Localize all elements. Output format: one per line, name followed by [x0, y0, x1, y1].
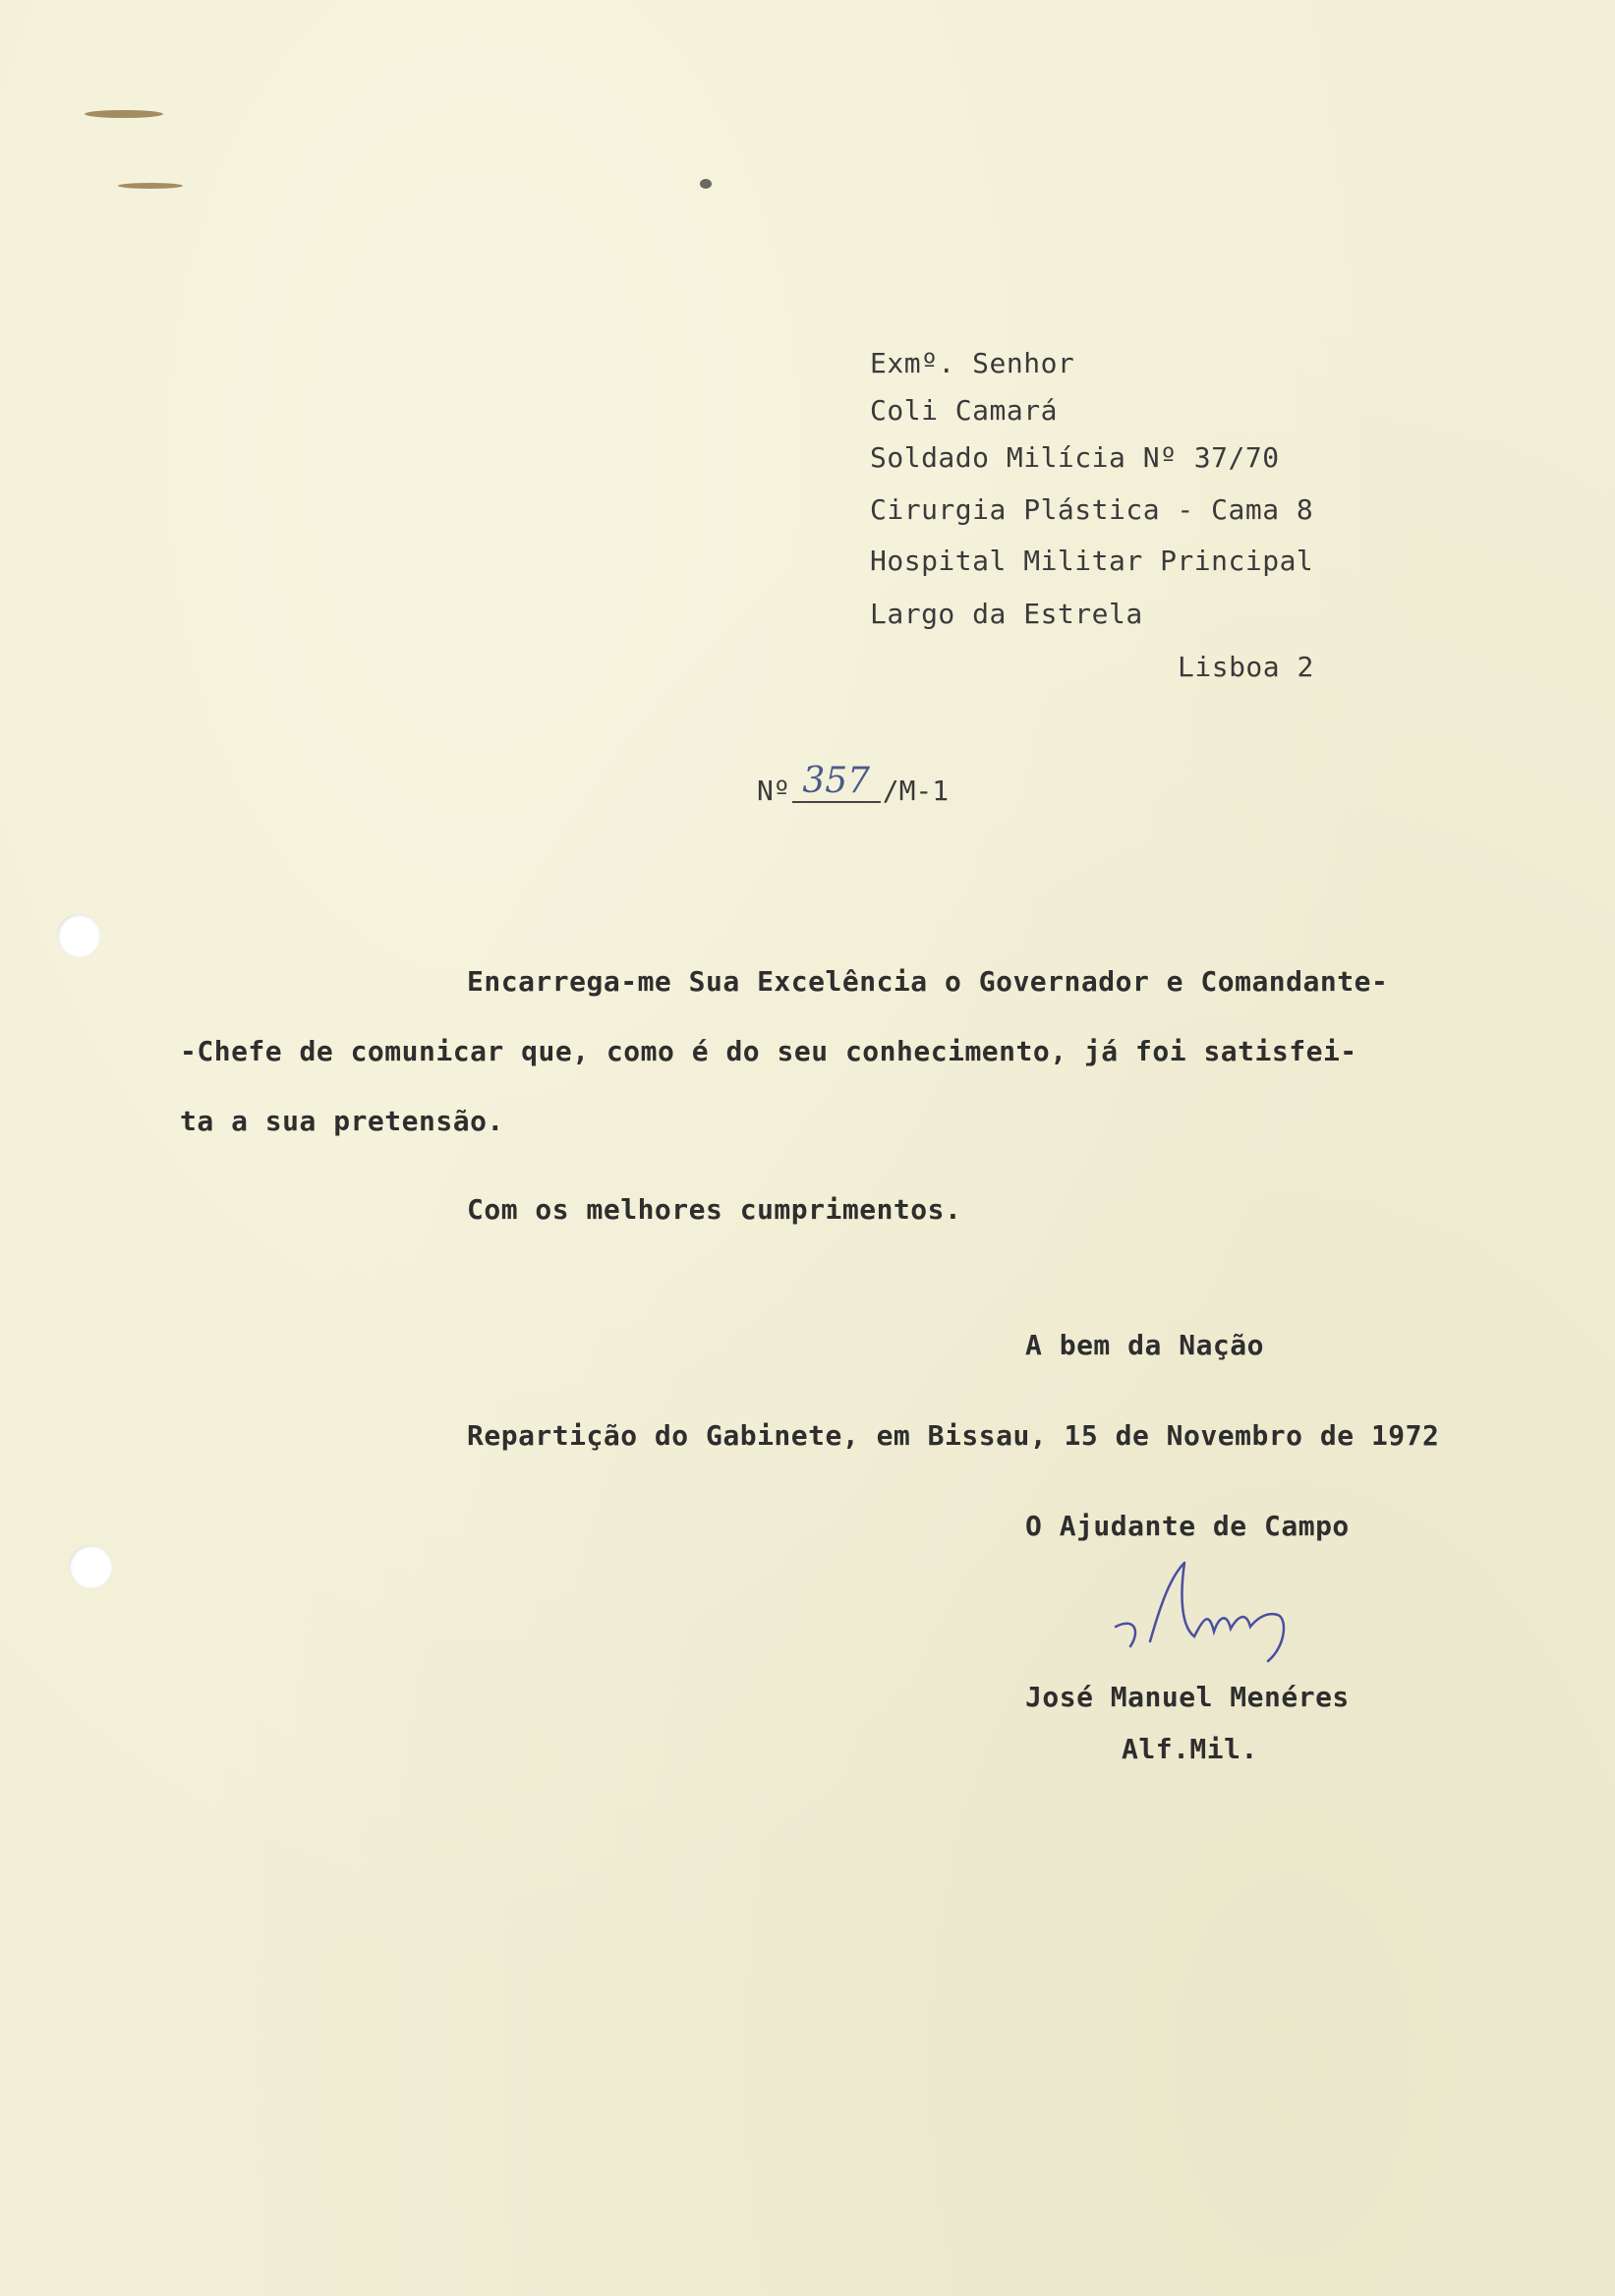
reference-prefix: Nº: [757, 775, 790, 807]
body-line-3: ta a sua pretensão.: [180, 1105, 504, 1137]
handwritten-signature: [1111, 1558, 1386, 1666]
body-line-1: Encarrega-me Sua Excelência o Governador e Comandante-: [467, 965, 1389, 998]
signatory-name: José Manuel Menéres: [1025, 1681, 1350, 1713]
body-line-2: -Chefe de comunicar que, como é do seu conhecimento, já foi satisfei-: [180, 1035, 1357, 1067]
punch-hole-top: [57, 914, 100, 957]
signatory-title: O Ajudante de Campo: [1025, 1510, 1350, 1542]
recipient-rank: Soldado Milícia Nº 37/70: [870, 441, 1280, 474]
recipient-name: Coli Camará: [870, 394, 1058, 427]
reference-handwritten-number: 357: [792, 761, 881, 803]
recipient-ward: Cirurgia Plástica - Cama 8: [870, 493, 1314, 526]
recipient-salutation: Exmº. Senhor: [870, 347, 1075, 379]
reference-number: [757, 761, 950, 811]
closing-line: Com os melhores cumprimentos.: [467, 1193, 962, 1226]
reference-suffix: /M-1: [882, 775, 950, 807]
place-date: Repartição do Gabinete, em Bissau, 15 de Novembro de 1972: [467, 1419, 1440, 1452]
ink-dot: [700, 179, 712, 189]
valediction: A bem da Nação: [1025, 1329, 1265, 1361]
punch-hole-bottom: [69, 1545, 112, 1588]
signatory-rank: Alf.Mil.: [1122, 1733, 1258, 1765]
rust-stain: [118, 183, 183, 189]
rust-stain: [85, 110, 163, 118]
recipient-hospital: Hospital Militar Principal: [870, 545, 1314, 577]
recipient-city: Lisboa 2: [1178, 651, 1314, 683]
recipient-street: Largo da Estrela: [870, 598, 1143, 630]
